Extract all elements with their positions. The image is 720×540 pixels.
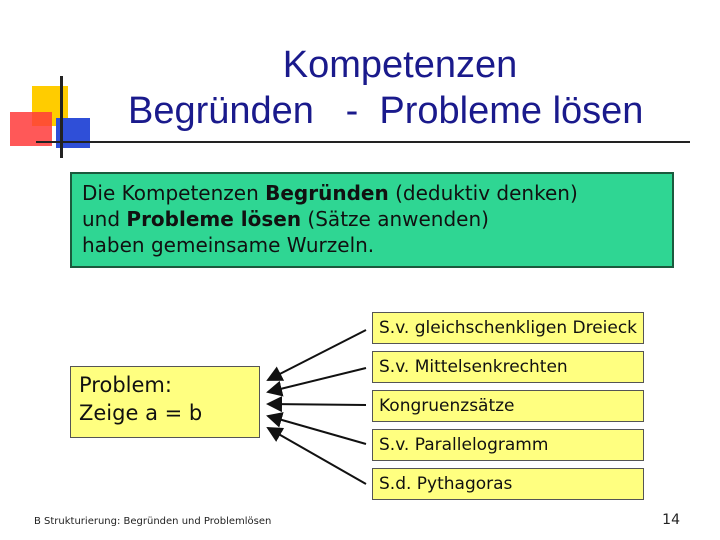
theorem-box: Kongruenzsätze bbox=[372, 390, 644, 422]
intro-box bbox=[70, 172, 674, 268]
theorem-box: S.v. Mittelsenkrechten bbox=[372, 351, 644, 383]
slide-title-line1: Kompetenzen bbox=[282, 44, 518, 86]
footer-text: B Strukturierung: Begründen und Problemlösen bbox=[34, 516, 272, 527]
problem-line1: Problem: bbox=[79, 373, 172, 397]
theorem-box: S.v. Parallelogramm bbox=[372, 429, 644, 461]
intro-line2 bbox=[82, 206, 662, 232]
intro-text: (deduktiv denken) bbox=[388, 181, 578, 205]
page-number: 14 bbox=[662, 512, 680, 528]
intro-text: (Sätze anwenden) bbox=[301, 207, 489, 231]
slide-title-line2: Begründen - Probleme lösen bbox=[128, 90, 644, 132]
intro-bold-probleme: Probleme lösen bbox=[126, 207, 302, 231]
arrow bbox=[268, 404, 366, 405]
intro-text: Die Kompetenzen bbox=[82, 181, 266, 205]
problem-box bbox=[70, 366, 260, 438]
intro-line3: haben gemeinsame Wurzeln. bbox=[82, 233, 375, 257]
arrow bbox=[268, 416, 366, 444]
title-underline bbox=[36, 141, 690, 143]
intro-bold-begruenden: Begründen bbox=[265, 181, 389, 205]
intro-text: und bbox=[82, 207, 127, 231]
arrow bbox=[268, 428, 366, 484]
arrow bbox=[268, 330, 366, 380]
intro-line1 bbox=[82, 180, 662, 206]
arrow bbox=[268, 368, 366, 392]
theorem-box: S.v. gleichschenkligen Dreieck bbox=[372, 312, 644, 344]
problem-line2: Zeige a = b bbox=[79, 401, 203, 425]
logo-vertical-line bbox=[60, 76, 63, 158]
theorem-box: S.d. Pythagoras bbox=[372, 468, 644, 500]
